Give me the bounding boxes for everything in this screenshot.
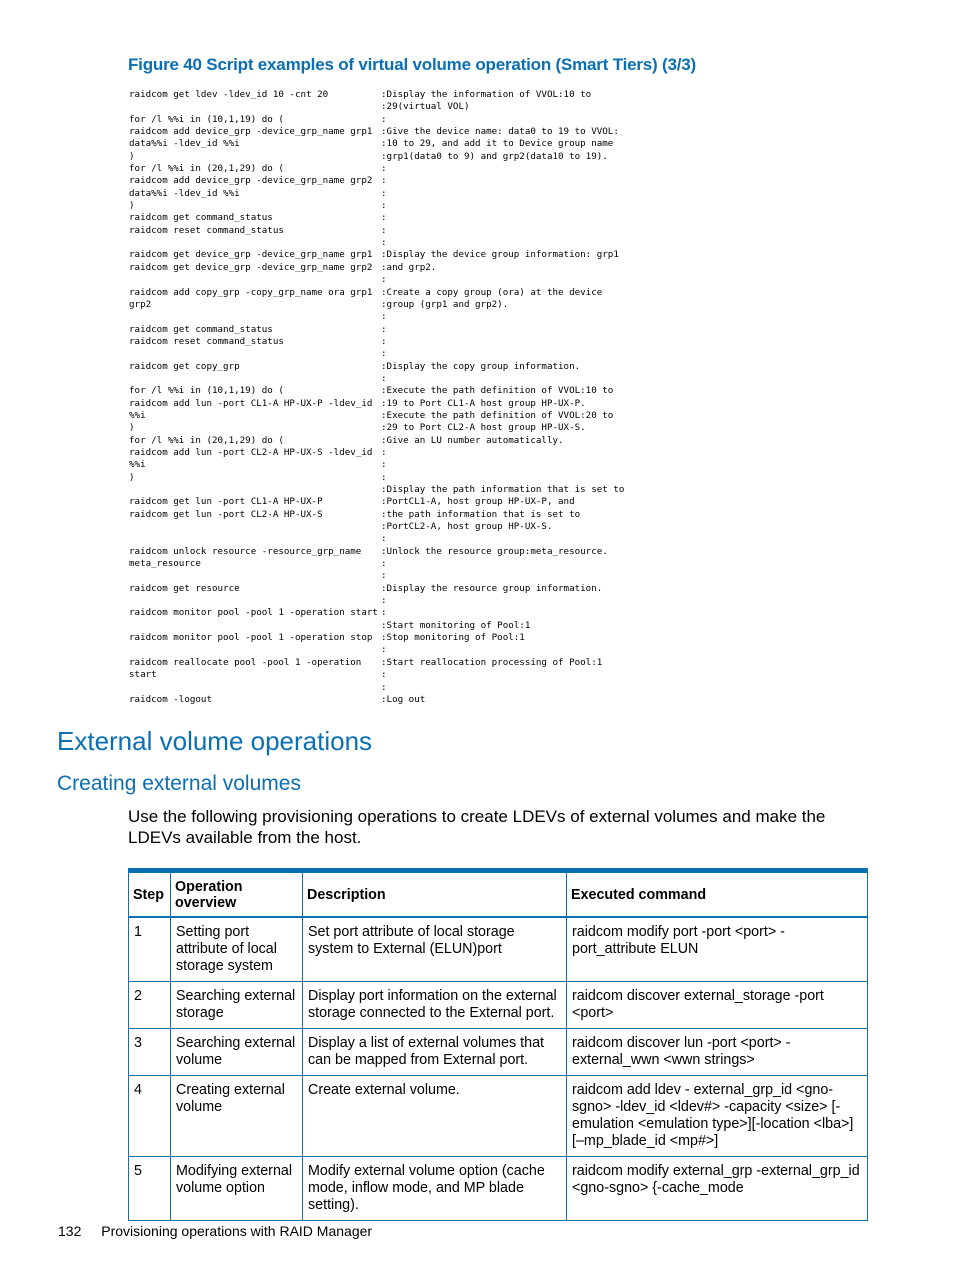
cell-step: 1	[129, 917, 171, 982]
code-line	[129, 410, 869, 422]
operations-table-wrapper	[128, 868, 868, 1213]
code-line	[129, 558, 869, 570]
code-line	[129, 472, 869, 484]
code-command: raidcom get lun -port CL2-A HP-UX-S	[129, 508, 323, 520]
code-comment: :	[381, 446, 387, 458]
code-comment: :	[381, 669, 387, 681]
code-comment: :	[381, 237, 387, 249]
code-line	[129, 632, 869, 644]
code-command: raidcom get command_status	[129, 323, 273, 335]
code-command: raidcom add lun -port CL2-A HP-UX-S -ldev_id	[129, 446, 373, 458]
code-line	[129, 607, 869, 619]
cell-command: raidcom add ldev - external_grp_id <gno-sgno> -ldev_id <ldev#> -capacity <size> [-emulation <emulation type>][-location <lba>] [–mp_blade_id <mp#>]	[567, 1076, 868, 1157]
intro-paragraph: Use the following provisioning operations to create LDEVs of external volumes and make the LDEVs available from the host.	[128, 807, 826, 847]
code-line	[129, 299, 869, 311]
code-comment: :	[381, 459, 387, 471]
code-line	[129, 521, 869, 533]
code-command: start	[129, 669, 157, 681]
code-comment: :	[381, 224, 387, 236]
code-comment: :	[381, 558, 387, 570]
code-command: %%i	[129, 459, 146, 471]
code-comment: :29 to Port CL2-A host group HP-UX-S.	[381, 422, 586, 434]
code-comment: :Display the copy group information.	[381, 360, 581, 372]
code-line	[129, 459, 869, 471]
code-line	[129, 101, 869, 113]
header-executed-command: Executed command	[567, 871, 868, 918]
code-comment: :Unlock the resource group:meta_resource.	[381, 545, 608, 557]
table-header-row	[129, 871, 868, 918]
code-command: )	[129, 422, 135, 434]
code-comment: :	[381, 311, 387, 323]
code-comment: :19 to Port CL1-A host group HP-UX-P.	[381, 397, 586, 409]
code-line	[129, 496, 869, 508]
code-line	[129, 669, 869, 681]
code-comment: :Create a copy group (ora) at the device	[381, 286, 603, 298]
cell-command: raidcom discover external_storage -port <port>	[567, 982, 868, 1029]
code-comment: :grp1(data0 to 9) and grp2(data10 to 19).	[381, 150, 608, 162]
code-comment: :	[381, 163, 387, 175]
code-command: %%i	[129, 409, 146, 421]
table-row	[129, 1157, 868, 1221]
code-command: data%%i -ldev_id %%i	[129, 138, 240, 150]
cell-description: Modify external volume option (cache mode, inflow mode, and MP blade setting).	[303, 1157, 567, 1221]
code-comment: :Start reallocation processing of Pool:1	[381, 656, 603, 668]
table-row	[129, 1076, 868, 1157]
code-command: raidcom get device_grp -device_grp_name grp2	[129, 261, 373, 273]
code-command: )	[129, 150, 135, 162]
code-comment: :	[381, 681, 387, 693]
code-line	[129, 262, 869, 274]
code-comment: :	[381, 348, 387, 360]
code-line	[129, 447, 869, 459]
code-line	[129, 163, 869, 175]
code-command: raidcom reset command_status	[129, 335, 284, 347]
cell-step: 2	[129, 982, 171, 1029]
code-command: meta_resource	[129, 558, 201, 570]
code-line	[129, 644, 869, 656]
cell-command: raidcom modify port -port <port> -port_attribute ELUN	[567, 917, 868, 982]
page-footer	[58, 1223, 372, 1239]
page-number: 132	[58, 1223, 82, 1239]
cell-command: raidcom discover lun -port <port> -external_wwn <wwn strings>	[567, 1029, 868, 1076]
figure-title: Figure 40 Script examples of virtual volume operation (Smart Tiers) (3/3)	[128, 55, 696, 74]
cell-overview: Searching external storage	[171, 982, 303, 1029]
code-comment: :	[381, 595, 387, 607]
section-title: External volume operations	[57, 726, 373, 756]
code-line	[129, 348, 869, 360]
code-line	[129, 373, 869, 385]
code-line	[129, 175, 869, 187]
cell-description: Display a list of external volumes that can be mapped from External port.	[303, 1029, 567, 1076]
code-command: raidcom unlock resource -resource_grp_name	[129, 545, 362, 557]
table-row	[129, 1029, 868, 1076]
code-line	[129, 484, 869, 496]
code-command: raidcom add lun -port CL1-A HP-UX-P -ldev_id	[129, 397, 373, 409]
code-line	[129, 188, 869, 200]
header-step: Step	[129, 871, 171, 918]
script-code-block	[129, 89, 869, 706]
subsection-title: Creating external volumes	[57, 772, 301, 795]
code-line	[129, 583, 869, 595]
table-row	[129, 917, 868, 982]
code-command: raidcom get copy_grp	[129, 360, 240, 372]
code-command: raidcom get resource	[129, 582, 240, 594]
code-line	[129, 324, 869, 336]
cell-description: Set port attribute of local storage system to External (ELUN)port	[303, 917, 567, 982]
code-command: grp2	[129, 298, 152, 310]
code-line	[129, 533, 869, 545]
code-command: raidcom monitor pool -pool 1 -operation start	[129, 607, 378, 619]
code-comment: :Log out	[381, 693, 426, 705]
code-line	[129, 422, 869, 434]
code-comment: :	[381, 187, 387, 199]
code-comment: :	[381, 323, 387, 335]
code-comment: :Display the resource group information.	[381, 582, 603, 594]
code-comment: :	[381, 471, 387, 483]
code-line	[129, 249, 869, 261]
code-comment: :Give the device name: data0 to 19 to VVOL:	[381, 126, 619, 138]
code-comment: :	[381, 372, 387, 384]
code-command: for /l %%i in (10,1,19) do (	[129, 113, 284, 125]
code-comment: :	[381, 175, 387, 187]
code-comment: :PortCL2-A, host group HP-UX-S.	[381, 521, 553, 533]
code-line	[129, 657, 869, 669]
cell-step: 4	[129, 1076, 171, 1157]
code-comment: :	[381, 274, 387, 286]
code-comment: :Display the information of VVOL:10 to	[381, 89, 592, 100]
code-comment: :	[381, 570, 387, 582]
code-line	[129, 114, 869, 126]
code-comment: :Display the device group information: grp1	[381, 249, 619, 261]
code-line	[129, 89, 869, 101]
code-comment: :10 to 29, and add it to Device group name	[381, 138, 614, 150]
code-command: raidcom monitor pool -pool 1 -operation stop	[129, 632, 373, 644]
code-line	[129, 509, 869, 521]
code-line	[129, 595, 869, 607]
code-command: data%%i -ldev_id %%i	[129, 187, 240, 199]
code-line	[129, 385, 869, 397]
code-line	[129, 398, 869, 410]
code-command: )	[129, 200, 135, 212]
code-command: raidcom -logout	[129, 693, 212, 705]
code-comment: :	[381, 644, 387, 656]
cell-overview: Creating external volume	[171, 1076, 303, 1157]
code-command: raidcom get ldev -ldev_id 10 -cnt 20	[129, 89, 329, 100]
header-description: Description	[303, 871, 567, 918]
code-comment: :Stop monitoring of Pool:1	[381, 632, 525, 644]
code-comment: :	[381, 212, 387, 224]
code-comment: :the path information that is set to	[381, 508, 581, 520]
code-comment: :29(virtual VOL)	[381, 101, 470, 113]
code-command: for /l %%i in (10,1,19) do (	[129, 385, 284, 397]
code-command: for /l %%i in (20,1,29) do (	[129, 163, 284, 175]
code-command: raidcom get command_status	[129, 212, 273, 224]
code-comment: :	[381, 607, 387, 619]
code-comment: :Execute the path definition of VVOL:20 to	[381, 409, 614, 421]
code-command: raidcom get lun -port CL1-A HP-UX-P	[129, 496, 323, 508]
code-line	[129, 570, 869, 582]
code-command: raidcom add device_grp -device_grp_name grp1	[129, 126, 373, 138]
code-line	[129, 138, 869, 150]
header-operation-overview: Operation overview	[171, 871, 303, 918]
code-command: )	[129, 471, 135, 483]
code-comment: :Start monitoring of Pool:1	[381, 619, 531, 631]
code-line	[129, 237, 869, 249]
code-line	[129, 274, 869, 286]
code-comment: :	[381, 113, 387, 125]
cell-description: Display port information on the external storage connected to the External port.	[303, 982, 567, 1029]
code-comment: :PortCL1-A, host group HP-UX-P, and	[381, 496, 575, 508]
code-command: raidcom reset command_status	[129, 224, 284, 236]
code-line	[129, 287, 869, 299]
code-line	[129, 126, 869, 138]
code-line	[129, 311, 869, 323]
footer-section-title: Provisioning operations with RAID Manager	[101, 1223, 373, 1239]
code-comment: :	[381, 200, 387, 212]
code-comment: :	[381, 533, 387, 545]
cell-overview: Setting port attribute of local storage system	[171, 917, 303, 982]
code-comment: :Execute the path definition of VVOL:10 to	[381, 385, 614, 397]
table-row	[129, 982, 868, 1029]
code-line	[129, 200, 869, 212]
code-line	[129, 620, 869, 632]
code-command: raidcom add device_grp -device_grp_name grp2	[129, 175, 373, 187]
code-command: for /l %%i in (20,1,29) do (	[129, 434, 284, 446]
code-line	[129, 682, 869, 694]
code-line	[129, 361, 869, 373]
code-line	[129, 225, 869, 237]
code-line	[129, 546, 869, 558]
code-command: raidcom add copy_grp -copy_grp_name ora grp1	[129, 286, 373, 298]
code-comment: :Display the path information that is set to	[381, 484, 625, 495]
code-comment: :Give an LU number automatically.	[381, 434, 564, 446]
cell-overview: Modifying external volume option	[171, 1157, 303, 1221]
code-comment: :and grp2.	[381, 261, 437, 273]
code-command: raidcom get device_grp -device_grp_name grp1	[129, 249, 373, 261]
cell-step: 3	[129, 1029, 171, 1076]
code-comment: :	[381, 335, 387, 347]
cell-overview: Searching external volume	[171, 1029, 303, 1076]
operations-table	[128, 868, 868, 1221]
code-command: raidcom reallocate pool -pool 1 -operation	[129, 656, 362, 668]
code-line	[129, 694, 869, 706]
code-line	[129, 336, 869, 348]
cell-description: Create external volume.	[303, 1076, 567, 1157]
code-line	[129, 212, 869, 224]
code-line	[129, 435, 869, 447]
cell-step: 5	[129, 1157, 171, 1221]
cell-command: raidcom modify external_grp -external_grp_id <gno-sgno> {-cache_mode	[567, 1157, 868, 1221]
code-line	[129, 151, 869, 163]
code-comment: :group (grp1 and grp2).	[381, 298, 509, 310]
